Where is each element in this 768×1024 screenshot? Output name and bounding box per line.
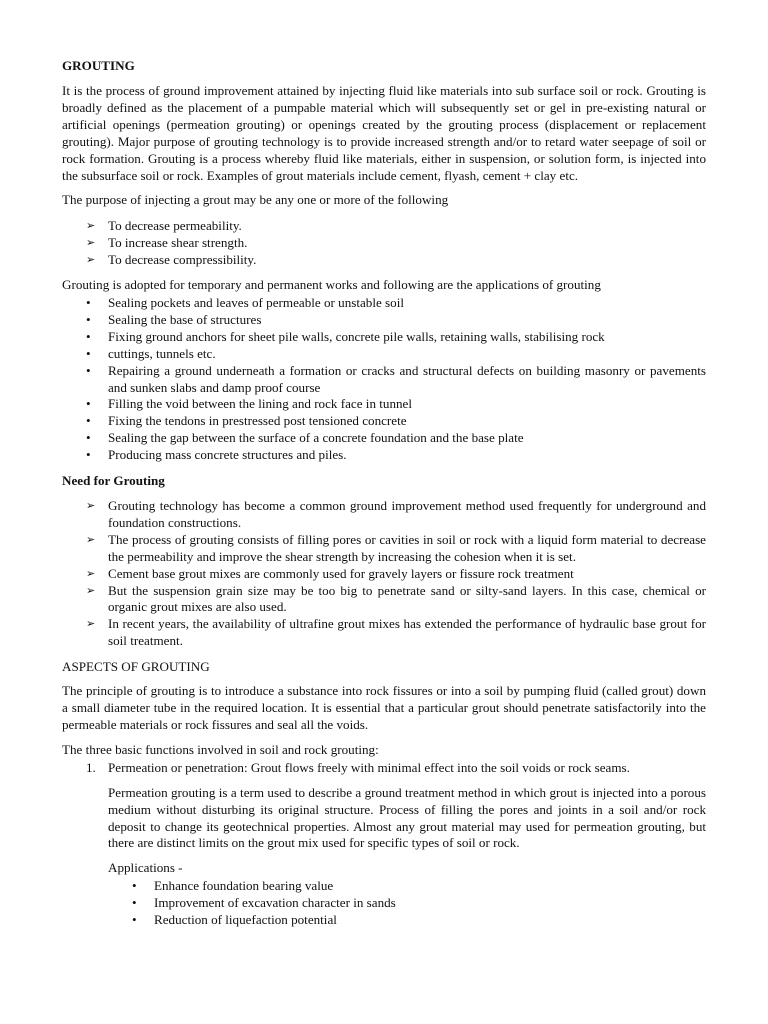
bullet-icon: • bbox=[86, 311, 91, 327]
list-item: ➢ To decrease permeability. bbox=[86, 218, 242, 234]
list-item: • Producing mass concrete structures and piles. bbox=[86, 447, 347, 463]
intro-paragraph: It is the process of ground improvement attained by injecting fluid like materials into sub surface soil or rock. Grouting is broadly defined as the placement of a pumpable material which will subsequently set or gel in pre-existing natural or artificial openings (permeation grouting) or openings created by the grouting process (displacement or replacement grouting). Major purpose of grouting technology is to provide increased strength and/or to retard water seepage of soil or rock formation. Grouting is a process whereby fluid like materials, either in suspension, or solution form, is injected into the subsurface soil or rock. Examples of grout materials include cement, flyash, cement + clay etc. bbox=[62, 83, 706, 183]
list-item: • Filling the void between the lining and rock face in tunnel bbox=[86, 396, 412, 412]
list-item: ➢ To decrease compressibility. bbox=[86, 252, 257, 268]
permeation-applications-label: Applications - bbox=[108, 860, 183, 876]
arrow-bullet-icon: ➢ bbox=[86, 618, 96, 631]
bullet-icon: • bbox=[86, 328, 91, 344]
bullet-icon: • bbox=[86, 345, 91, 361]
list-item: ➢ To increase shear strength. bbox=[86, 235, 248, 251]
list-item: • Fixing the tendons in prestressed post tensioned concrete bbox=[86, 413, 407, 429]
list-item: • Repairing a ground underneath a formation or cracks and structural defects on building masonry or pavements and sunken slabs and damp proof course bbox=[86, 362, 706, 395]
arrow-bullet-icon: ➢ bbox=[86, 567, 96, 580]
need-heading: Need for Grouting bbox=[62, 473, 165, 489]
permeation-paragraph: Permeation grouting is a term used to describe a ground treatment method in which grout is injected into a porous medium without disturbing its original structure. Process of filling the pores and joints in a soil and/or rock deposit to change its geotechnical properties. Almost any grout material may used for permeation grouting, but there are distinct limits on the grout mix used for specific types of soil or rock. bbox=[108, 784, 706, 851]
bullet-icon: • bbox=[86, 362, 91, 378]
page-title: GROUTING bbox=[62, 58, 135, 73]
functions-intro: The three basic functions involved in soil and rock grouting: bbox=[62, 741, 379, 757]
aspects-heading: ASPECTS OF GROUTING bbox=[62, 659, 210, 675]
bullet-icon: • bbox=[86, 430, 91, 446]
list-item: • Fixing ground anchors for sheet pile walls, concrete pile walls, retaining walls, stabilising rock bbox=[86, 328, 605, 344]
bullet-icon: • bbox=[86, 413, 91, 429]
purpose-intro: The purpose of injecting a grout may be any one or more of the following bbox=[62, 192, 449, 208]
list-item: ➢ Cement base grout mixes are commonly used for gravely layers or fissure rock treatment bbox=[86, 565, 574, 581]
bullet-icon: • bbox=[132, 912, 137, 928]
list-item: ➢ But the suspension grain size may be too big to penetrate sand or silty-sand layers. In this case, chemical or organic grout mixes are also used. bbox=[86, 582, 706, 615]
list-item: • Reduction of liquefaction potential bbox=[132, 912, 337, 928]
arrow-bullet-icon: ➢ bbox=[86, 254, 96, 267]
bullet-icon: • bbox=[86, 396, 91, 412]
list-item: ➢ Grouting technology has become a common ground improvement method used frequently for underground and foundation constructions. bbox=[86, 498, 706, 530]
list-item: • Enhance foundation bearing value bbox=[132, 878, 334, 894]
applications-intro: Grouting is adopted for temporary and permanent works and following are the applications of grouting bbox=[62, 277, 601, 293]
aspects-paragraph: The principle of grouting is to introduce a substance into rock fissures or into a soil by pumping fluid (called grout) down a small diameter tube in the required location. It is essential that a particular grout should penetrate satisfactorily into the permeable materials or rock fissures and seal all the voids. bbox=[62, 683, 706, 732]
list-item: • cuttings, tunnels etc. bbox=[86, 345, 216, 361]
arrow-bullet-icon: ➢ bbox=[86, 220, 96, 233]
applications-list bbox=[86, 295, 706, 464]
bullet-icon: • bbox=[86, 447, 91, 463]
list-number: 1. bbox=[86, 759, 96, 775]
bullet-icon: • bbox=[132, 878, 137, 894]
arrow-bullet-icon: ➢ bbox=[86, 500, 96, 513]
arrow-bullet-icon: ➢ bbox=[86, 584, 96, 597]
bullet-icon: • bbox=[132, 895, 137, 911]
list-item: ➢ The process of grouting consists of filling pores or cavities in soil or rock with a liquid form material to decrease the permeability and improve the shear strength by increasing the cohesion when it is set. bbox=[86, 531, 706, 564]
arrow-bullet-icon: ➢ bbox=[86, 533, 96, 546]
list-item: • Sealing the base of structures bbox=[86, 311, 262, 327]
list-item: ➢ In recent years, the availability of ultrafine grout mixes has extended the performance of hydraulic base grout for soil treatment. bbox=[86, 616, 706, 649]
arrow-bullet-icon: ➢ bbox=[86, 237, 96, 250]
list-item: • Sealing the gap between the surface of a concrete foundation and the base plate bbox=[86, 430, 524, 446]
need-list bbox=[86, 498, 706, 650]
purpose-list bbox=[86, 218, 706, 269]
list-item: • Sealing pockets and leaves of permeable or unstable soil bbox=[86, 294, 404, 310]
list-item: • Improvement of excavation character in sands bbox=[132, 895, 396, 911]
bullet-icon: • bbox=[86, 294, 91, 310]
functions-list bbox=[86, 760, 706, 777]
permeation-applications-list bbox=[132, 878, 706, 929]
list-item: 1. Permeation or penetration: Grout flows freely with minimal effect into the soil voids or rock seams. bbox=[86, 759, 630, 775]
